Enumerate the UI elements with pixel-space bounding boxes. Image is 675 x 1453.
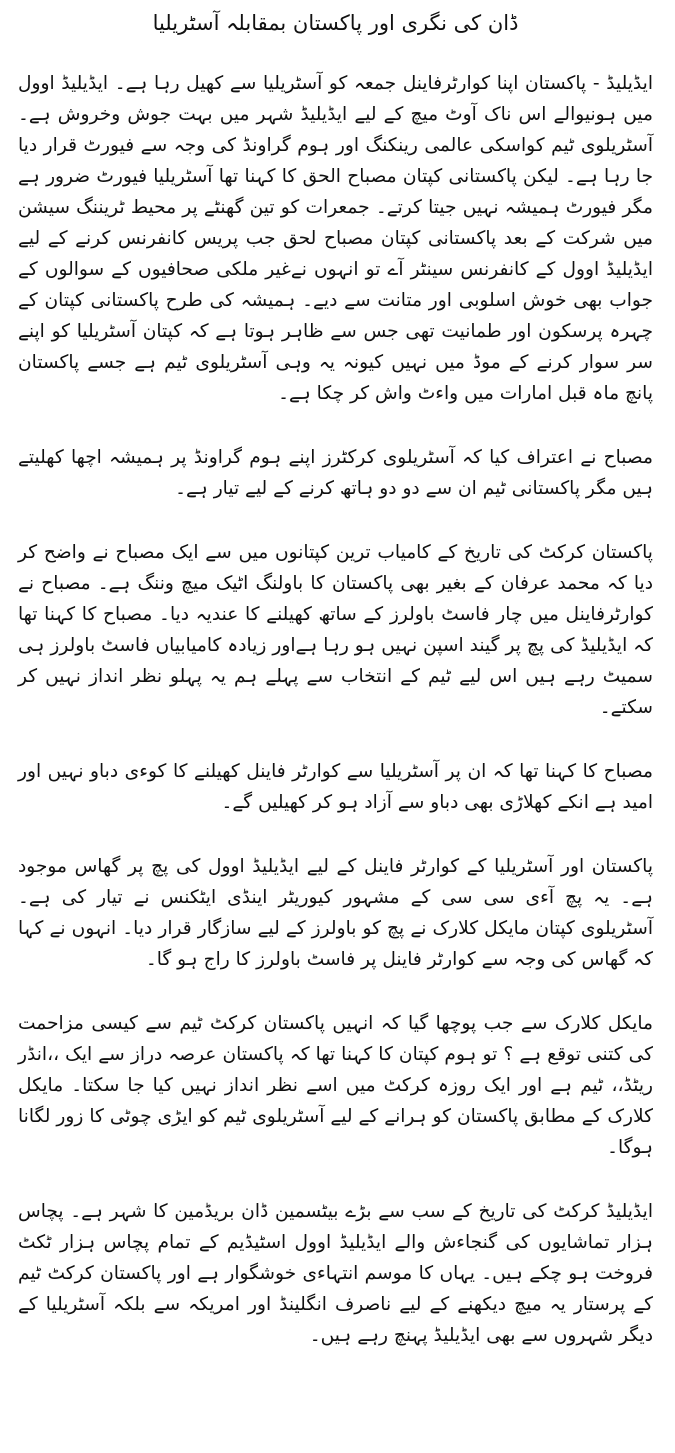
article-paragraph-6: مایکل کلارک سے جب پوچھا گیا کہ انہیں پاکستان کرکٹ ٹیم سے کیسی مزاحمت کی کتنی توقع ہے ؟ تو ہوم کپتان کا کہنا تھا کہ پاکستان عرصہ دراز سے ایک ،،انڈر ریٹڈ،، ٹیم ہے اور ایک روزہ کرکٹ میں اسے نظر انداز نہیں کیا جا سکتا۔ مایکل کلارک کے مطابق پاکستان کو ہرانے کے لیے آسٹریلوی ٹیم کو ایڑی چوٹی کا زور لگانا ہوگا۔ xyxy=(18,1013,653,1158)
article-paragraph-3: پاکستان کرکٹ کی تاریخ کے کامیاب ترین کپتانوں میں سے ایک مصباح نے واضح کر دیا کہ محمد عرفان کے بغیر بھی پاکستان کا باولنگ اٹیک میچ وننگ ہے۔ مصباح نے کوارٹرفاینل میں چار فاسٹ باولرز کے ساتھ کھیلنے کا عندیہ دیا۔ مصباح کا کہنا تھا کہ ایڈیلیڈ کی پچ پر گیند اسپن نہیں ہو رہا ہےاور زیادہ کامیابیاں فاسٹ باولرز ہی سمیٹ رہے ہیں اس لیے ٹیم کے انتخاب سے پہلے ہم یہ پہلو نظر انداز نہیں کر سکتے۔ xyxy=(18,542,653,718)
article-paragraph-5: پاکستان اور آسٹریلیا کے کوارٹر فاینل کے لیے ایڈیلیڈ اوول کی پچ پر گھاس موجود ہے۔ یہ پچ آءی سی سی کے مشہور کیوریٹر اینڈی ایٹکنس نے تیار کی ہے۔ آسٹریلوی کپتان مایکل کلارک نے پچ کو باولرز کے لیے سازگار قرار دیا۔ انہوں نے کہا کہ گھاس کی وجہ سے کوارٹر فاینل پر فاسٹ باولرز کا راج ہو گا۔ xyxy=(18,856,653,970)
article-title: ڈان کی نگری اور پاکستان بمقابلہ آسٹریلیا xyxy=(152,11,519,35)
article-paragraph-1: ایڈیلیڈ - پاکستان اپنا کوارٹرفاینل جمعہ کو آسٹریلیا سے کھیل رہا ہے۔ ایڈیلیڈ اوول میں ہونیوالے اس ناک آوٹ میچ کے لیے ایڈیلیڈ شہر میں بہت جوش وخروش ہے۔ آسٹریلوی ٹیم کواسکی عالمی رینکنگ اور ہوم گراونڈ کی وجہ سے فیورٹ قرار دیا جا رہا ہے۔ لیکن پاکستانی کپتان مصباح الحق کا کہنا تھا آسٹریلیا فیورٹ ضرور ہے مگر فیورٹ ہمیشہ نہیں جیتا کرتے۔ جمعرات کو تین گھنٹے پر محیط ٹریننگ سیشن میں شرکت کے بعد پاکستانی کپتان مصباح لحق جب پریس کانفرنس کرنے کے لیے ایڈیلیڈ اوول کے کانفرنس سینٹر آے تو انہوں نےغیر ملکی صحافیوں کے سوالوں کے جواب بھی خوش اسلوبی اور متانت سے دیے۔ ہمیشہ کی طرح پاکستانی کپتان کے چہرہ پرسکون اور طمانیت تھی جس سے ظاہر ہوتا ہے کہ کپتان آسٹریلیا کو اپنے سر سوار کرنے کے موڈ میں نہیں کیونہ یہ وہی آسٹریلوی ٹیم ہے جسے پاکستان پانچ ماہ قبل امارات میں واءٹ واش کر چکا ہے۔ xyxy=(18,73,653,404)
article-paragraph-4: مصباح کا کہنا تھا کہ ان پر آسٹریلیا سے کوارٹر فاینل کھیلنے کا کوءی دباو نہیں اور امید ہے انکے کھلاڑی بھی دباو سے آزاد ہو کر کھیلیں گے۔ xyxy=(18,761,653,813)
article-paragraph-2: مصباح نے اعتراف کیا کہ آسٹریلوی کرکٹرز اپنے ہوم گراونڈ پر ہمیشہ اچھا کھلیتے ہیں مگر پاکستانی ٹیم ان سے دو دو ہاتھ کرنے کے لیے تیار ہے۔ xyxy=(18,447,653,499)
article-paragraph-7: ایڈیلیڈ کرکٹ کی تاریخ کے سب سے بڑے بیٹسمین ڈان بریڈمین کا شہر ہے۔ پچاس ہزار تماشایوں کی گنجاءش والے ایڈیلیڈ اوول اسٹیڈیم کے تمام پچاس ہزار ٹکٹ فروخت ہو چکے ہیں۔ یہاں کا موسم انتہاءی خوشگوار ہے اور پاکستان کرکٹ ٹیم کے پرستار یہ میچ دیکھنے کے لیے ناصرف انگلینڈ اور امریکہ سے بلکہ آسٹریلیا کے دیگر شہروں سے بھی ایڈیلیڈ پہنچ رہے ہیں۔ xyxy=(18,1201,653,1346)
